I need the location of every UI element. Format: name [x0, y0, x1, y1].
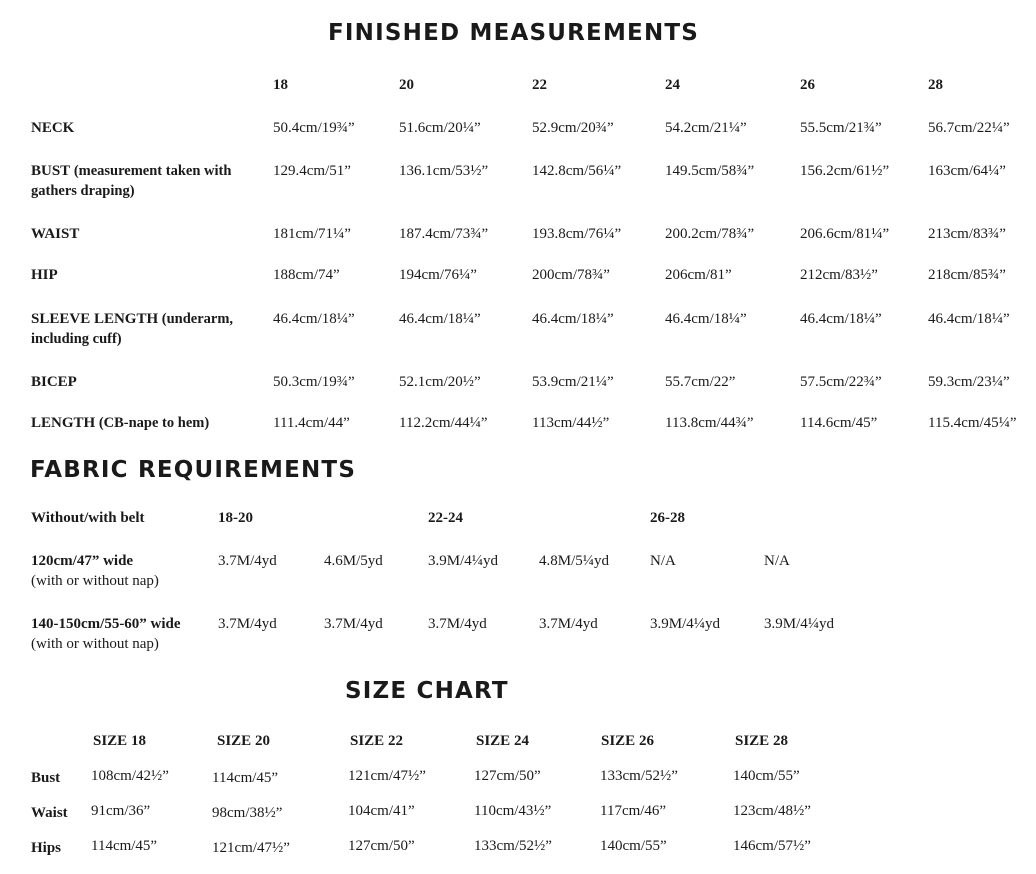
row-label-bust	[31, 161, 259, 201]
fabric-width: 140-150cm/55-60” wide	[31, 616, 181, 632]
measurement-value: 46.4cm/18¼”	[928, 311, 1010, 327]
measurement-value: 136.1cm/53½”	[399, 163, 489, 179]
measurement-value: 112.2cm/44¼”	[399, 415, 488, 431]
size-chart-value: 121cm/47½”	[348, 768, 426, 784]
measurement-value: 142.8cm/56¼”	[532, 163, 622, 179]
size-chart-value: 123cm/48½”	[733, 803, 811, 819]
row-label-note: (underarm, including cuff)	[31, 311, 234, 347]
size-header: 24	[665, 77, 680, 93]
fabric-value: 3.7M/4yd	[218, 616, 277, 632]
fabric-nap-note: (with or without nap)	[31, 636, 159, 652]
row-label-neck	[31, 118, 256, 138]
measurement-value: 213cm/83¾”	[928, 226, 1006, 242]
measurement-value: 46.4cm/18¼”	[665, 311, 747, 327]
row-label-sleeve-length	[31, 309, 261, 349]
size-chart-row-label: Waist	[31, 805, 68, 821]
size-chart-row-label: Hips	[31, 840, 62, 856]
row-label-note: (CB-nape to hem)	[95, 415, 210, 431]
measurement-value: 57.5cm/22¾”	[800, 374, 882, 390]
fabric-value: 3.7M/4yd	[428, 616, 487, 632]
size-header: 26	[800, 77, 815, 93]
size-chart-value: 146cm/57½”	[733, 838, 811, 854]
measurement-value: 50.3cm/19¾”	[273, 374, 355, 390]
size-chart-title: SIZE CHART	[345, 678, 509, 704]
fabric-value: 3.7M/4yd	[218, 553, 277, 569]
fabric-row-label	[31, 614, 216, 654]
row-label-main: SLEEVE LENGTH	[31, 311, 159, 327]
measurement-value: 206cm/81”	[665, 267, 732, 283]
measurement-value: 51.6cm/20¼”	[399, 120, 481, 136]
measurement-value: 53.9cm/21¼”	[532, 374, 614, 390]
measurement-value: 200.2cm/78¾”	[665, 226, 755, 242]
fabric-value: 3.9M/4¼yd	[764, 616, 835, 632]
row-label-main: BUST	[31, 163, 71, 179]
row-label-main: LENGTH	[31, 415, 96, 431]
measurement-value: 55.5cm/21¾”	[800, 120, 882, 136]
size-chart-value: 114cm/45”	[91, 838, 158, 854]
measurement-value: 206.6cm/81¼”	[800, 226, 890, 242]
measurement-value: 193.8cm/76¼”	[532, 226, 622, 242]
measurement-value: 149.5cm/58¾”	[665, 163, 755, 179]
fabric-value: 3.7M/4yd	[324, 616, 383, 632]
size-chart-row-label: Bust	[31, 770, 61, 786]
fabric-value: 4.6M/5yd	[324, 553, 383, 569]
fabric-nap-note: (with or without nap)	[31, 573, 159, 589]
size-chart-value: 98cm/38½”	[212, 805, 283, 821]
measurement-value: 163cm/64¼”	[928, 163, 1006, 179]
size-chart-value: 133cm/52½”	[474, 838, 552, 854]
fabric-size-group: 18-20	[218, 510, 253, 526]
fabric-row-label	[31, 551, 211, 591]
size-chart-value: 133cm/52½”	[600, 768, 678, 784]
measurement-value: 52.1cm/20½”	[399, 374, 481, 390]
fabric-width: 120cm/47” wide	[31, 553, 134, 569]
size-chart-value: 117cm/46”	[600, 803, 667, 819]
size-chart-value: 104cm/41”	[348, 803, 415, 819]
fabric-value: 3.9M/4¼yd	[428, 553, 499, 569]
measurement-value: 50.4cm/19¾”	[273, 120, 355, 136]
measurement-value: 218cm/85¾”	[928, 267, 1006, 283]
measurement-value: 187.4cm/73¾”	[399, 226, 489, 242]
measurement-value: 194cm/76¼”	[399, 267, 477, 283]
size-chart-value: 127cm/50”	[474, 768, 541, 784]
measurement-value: 46.4cm/18¼”	[399, 311, 481, 327]
size-chart-header: SIZE 28	[735, 733, 788, 749]
measurement-value: 212cm/83½”	[800, 267, 878, 283]
row-label-hip	[31, 265, 256, 285]
size-header: 20	[399, 77, 414, 93]
fabric-requirements-title: FABRIC REQUIREMENTS	[30, 457, 357, 483]
row-label-main: NECK	[31, 120, 75, 136]
fabric-size-group: 26-28	[650, 510, 685, 526]
measurement-value: 46.4cm/18¼”	[800, 311, 882, 327]
row-label-main: WAIST	[31, 226, 80, 242]
measurement-value: 114.6cm/45”	[800, 415, 878, 431]
finished-measurements-title: FINISHED MEASUREMENTS	[328, 20, 700, 46]
size-chart-header: SIZE 18	[93, 733, 146, 749]
measurement-value: 156.2cm/61½”	[800, 163, 890, 179]
size-header: 22	[532, 77, 547, 93]
measurement-value: 111.4cm/44”	[273, 415, 350, 431]
size-chart-value: 110cm/43½”	[474, 803, 552, 819]
measurement-value: 46.4cm/18¼”	[532, 311, 614, 327]
measurement-value: 113cm/44½”	[532, 415, 610, 431]
measurement-value: 181cm/71¼”	[273, 226, 351, 242]
fabric-value: N/A	[650, 553, 676, 569]
measurement-value: 46.4cm/18¼”	[273, 311, 355, 327]
measurement-value: 54.2cm/21¼”	[665, 120, 747, 136]
fabric-value: N/A	[764, 553, 790, 569]
measurement-value: 56.7cm/22¼”	[928, 120, 1010, 136]
row-label-note: (measurement taken with gathers draping)	[31, 163, 232, 199]
size-chart-value: 121cm/47½”	[212, 840, 290, 856]
measurement-value: 55.7cm/22”	[665, 374, 736, 390]
measurement-value: 188cm/74”	[273, 267, 340, 283]
measurement-value: 115.4cm/45¼”	[928, 415, 1017, 431]
size-chart-value: 108cm/42½”	[91, 768, 169, 784]
size-chart-header: SIZE 22	[350, 733, 403, 749]
size-chart-header: SIZE 20	[217, 733, 270, 749]
row-label-main: BICEP	[31, 374, 77, 390]
row-label-waist	[31, 224, 256, 244]
size-chart-value: 127cm/50”	[348, 838, 415, 854]
size-header: 28	[928, 77, 943, 93]
measurement-value: 52.9cm/20¾”	[532, 120, 614, 136]
measurement-value: 129.4cm/51”	[273, 163, 351, 179]
row-label-bicep	[31, 372, 256, 392]
fabric-value: 3.9M/4¼yd	[650, 616, 721, 632]
size-chart-value: 140cm/55”	[600, 838, 667, 854]
size-chart-header: SIZE 24	[476, 733, 529, 749]
fabric-value: 4.8M/5¼yd	[539, 553, 610, 569]
measurement-value: 200cm/78¾”	[532, 267, 610, 283]
size-chart-value: 114cm/45”	[212, 770, 279, 786]
measurement-value: 113.8cm/44¾”	[665, 415, 754, 431]
size-chart-value: 140cm/55”	[733, 768, 800, 784]
row-label-main: HIP	[31, 267, 58, 283]
row-label-length	[31, 413, 271, 433]
fabric-size-group: 22-24	[428, 510, 463, 526]
size-chart-header: SIZE 26	[601, 733, 654, 749]
size-header: 18	[273, 77, 288, 93]
fabric-header-label: Without/with belt	[31, 510, 145, 526]
size-chart-value: 91cm/36”	[91, 803, 151, 819]
measurement-value: 59.3cm/23¼”	[928, 374, 1010, 390]
fabric-value: 3.7M/4yd	[539, 616, 598, 632]
